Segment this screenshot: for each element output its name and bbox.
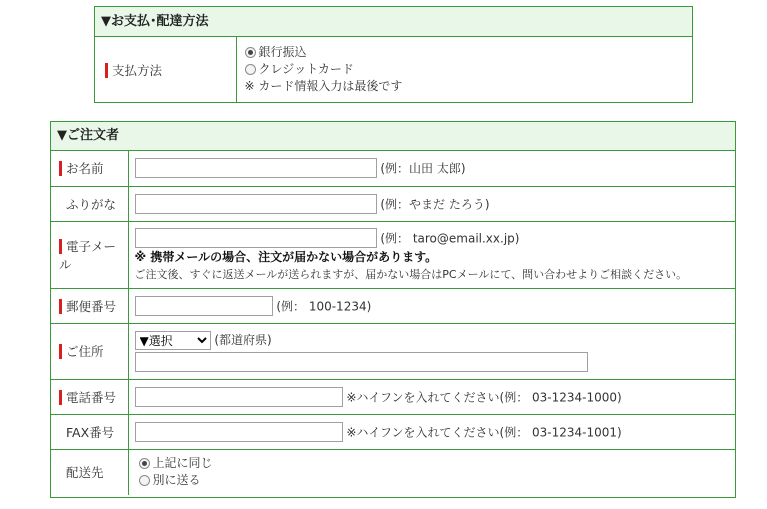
payment-method-label: 支払方法 — [105, 63, 162, 78]
bank-transfer-label: 銀行振込 — [258, 45, 307, 59]
furigana-field-cell — [128, 186, 735, 221]
furigana-label: ふりがな — [66, 196, 117, 212]
payment-option-credit[interactable] — [245, 61, 693, 78]
shipping-label: 配送先 — [66, 465, 104, 481]
name-input[interactable] — [135, 158, 377, 178]
email-label: 電子メール — [59, 238, 117, 272]
same-address-label: 上記に同じ — [152, 456, 213, 471]
orderer-section-header: ▼ご注文者 — [51, 122, 735, 151]
phone-label: 電話番号 — [59, 390, 116, 405]
payment-method-label-cell — [95, 37, 236, 102]
shipping-option-same[interactable] — [139, 455, 736, 472]
postal-hint: (例： 100-1234) — [276, 299, 372, 313]
address-label-cell — [51, 323, 128, 379]
shipping-options — [128, 449, 735, 495]
radio-same-address[interactable] — [139, 458, 150, 469]
email-note: ご注文後、すぐに返送メールが送られますが、届かない場合はPCメールにて、問い合わせよりご相談ください。 — [134, 267, 688, 281]
other-address-label: 別に送る — [152, 473, 201, 488]
radio-other-address[interactable] — [139, 475, 150, 486]
fax-hint: ※ハイフンを入れてください(例： 03-1234-1001) — [346, 425, 622, 439]
furigana-label-cell — [51, 186, 128, 221]
email-label-cell — [51, 221, 128, 288]
postal-label: 郵便番号 — [59, 299, 116, 314]
email-field-cell — [128, 221, 735, 288]
shipping-label-cell — [51, 449, 128, 495]
payment-note: ※ カード情報入力は最後です — [244, 79, 403, 93]
name-label-cell — [51, 151, 128, 186]
credit-card-label: クレジットカード — [258, 62, 354, 76]
orderer-section — [50, 121, 736, 498]
prefecture-hint: (都道府県) — [214, 333, 272, 347]
email-hint: (例： taro@email.xx.jp) — [380, 231, 520, 245]
fax-field-cell — [128, 414, 735, 449]
address-label: ご住所 — [59, 344, 104, 359]
postal-field-cell — [128, 288, 735, 323]
postal-label-cell — [51, 288, 128, 323]
address-field-cell — [128, 323, 735, 379]
fax-input[interactable] — [135, 422, 343, 442]
radio-credit-card[interactable] — [245, 64, 256, 75]
shipping-option-other[interactable] — [139, 472, 736, 489]
payment-method-options — [236, 37, 692, 102]
furigana-hint: (例：やまだ たろう) — [380, 197, 490, 211]
email-input[interactable] — [135, 228, 377, 248]
payment-option-bank[interactable] — [245, 44, 693, 61]
payment-section-header: ▼お支払･配達方法 — [95, 7, 692, 37]
prefecture-select[interactable] — [135, 331, 211, 350]
phone-input[interactable] — [135, 387, 343, 407]
payment-section — [94, 6, 693, 103]
name-label: お名前 — [59, 161, 104, 176]
address-input[interactable] — [135, 352, 588, 372]
phone-field-cell — [128, 379, 735, 414]
radio-bank-transfer[interactable] — [245, 47, 256, 58]
phone-label-cell — [51, 379, 128, 414]
fax-label: FAX番号 — [66, 424, 115, 440]
furigana-input[interactable] — [135, 194, 377, 214]
postal-code-input[interactable] — [135, 296, 273, 316]
email-warning: ※ 携帯メールの場合、注文が届かない場合があります。 — [134, 249, 438, 264]
name-hint: (例：山田 太郎) — [380, 161, 466, 176]
phone-hint: ※ハイフンを入れてください(例： 03-1234-1000) — [346, 390, 622, 404]
fax-label-cell — [51, 414, 128, 449]
name-field-cell — [128, 151, 735, 186]
